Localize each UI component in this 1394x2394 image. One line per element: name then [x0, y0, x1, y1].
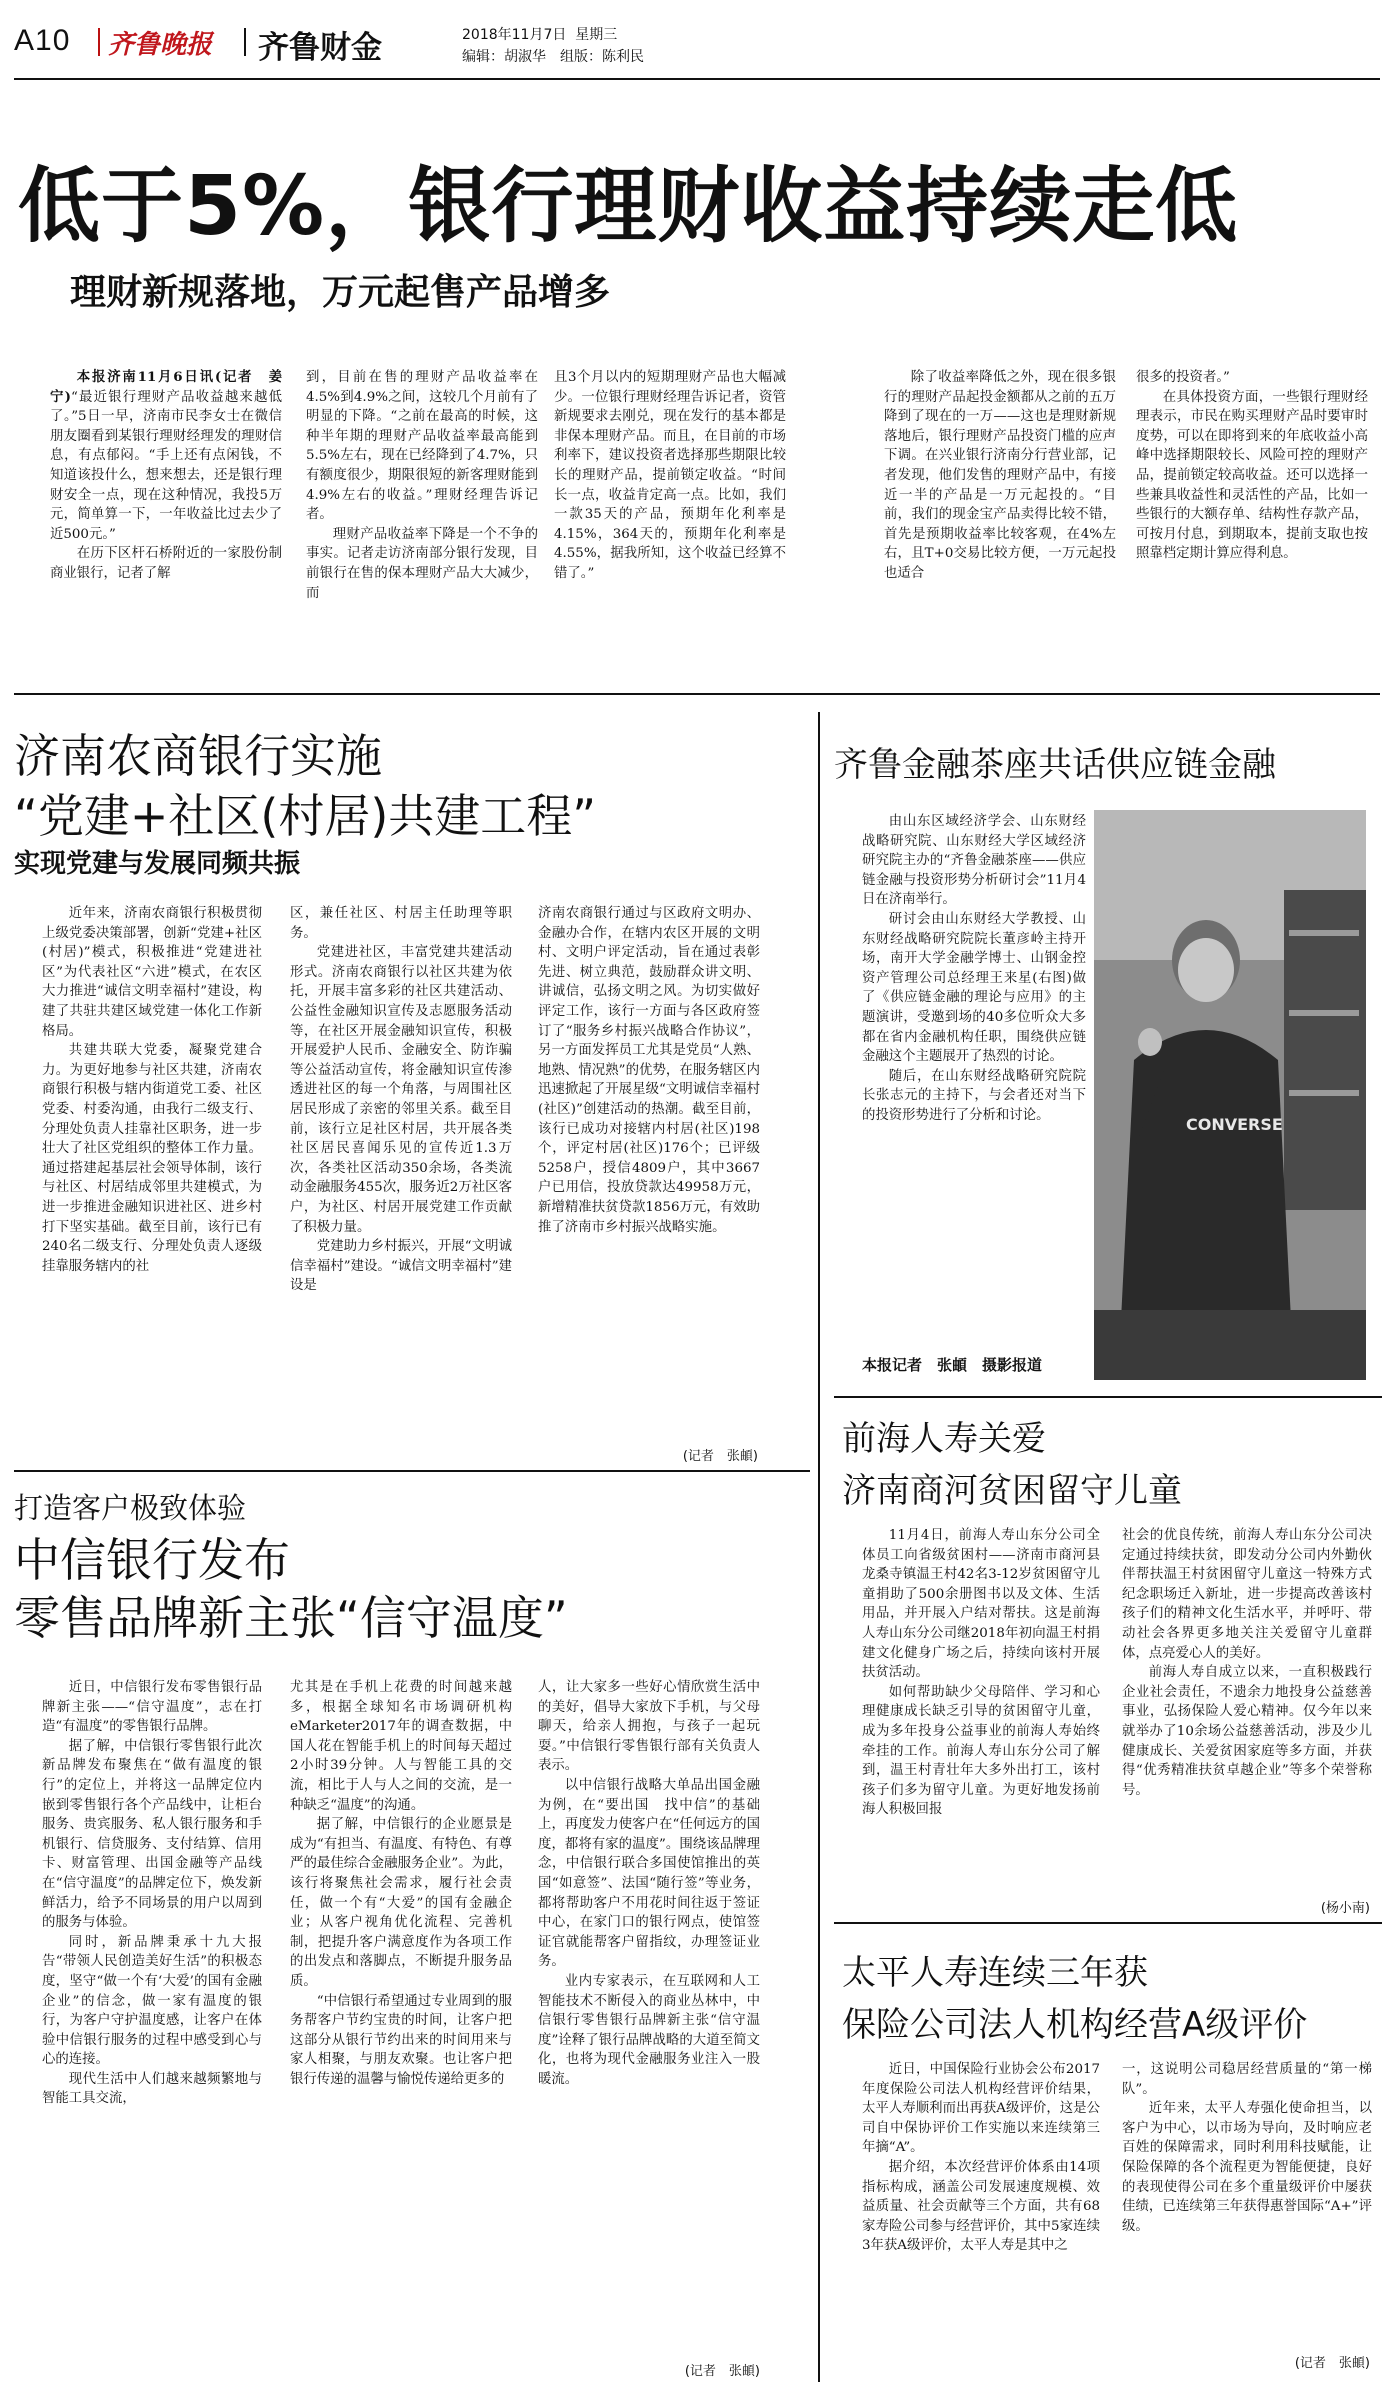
paragraph	[538, 1972, 760, 2090]
text-column	[862, 1526, 1100, 1898]
paragraph-text: 社会的优良传统，前海人寿山东分公司决定通过持续扶贫，即发动分公司内外勤伙伴帮扶温王村贫困留守儿童这一特殊方式纪念职场迁入新址，进一步提高改善该村孩子们的精神文化生活水平，并呼吁、带动社会各界更多地关注关爱留守儿童群体，点亮爱心人的美好。	[1122, 1528, 1372, 1661]
paragraph	[290, 1237, 512, 1296]
tea-para: 随后，在山东财经战略研究院院长张志元的主持下，与会者还对当下的投资形势进行了分析和讨论。	[862, 1068, 1086, 1123]
text-column	[42, 1678, 262, 2358]
date: 2018年11月7日	[462, 27, 567, 43]
paragraph	[1122, 1663, 1372, 1800]
text-column	[1122, 1526, 1372, 1898]
issue-date	[462, 24, 617, 44]
section-rule-2	[14, 1470, 810, 1472]
paragraph-text: 一，这说明公司稳居经营质量的“第一梯队”。	[1122, 2062, 1372, 2097]
weekday: 星期三	[575, 27, 618, 43]
masthead	[0, 0, 1394, 80]
text-column	[1122, 2060, 1372, 2354]
paragraph	[42, 1678, 262, 1737]
dateline: 本报济南11月6日讯(记者 姜宁)	[50, 369, 282, 405]
top-headline: 低于5%，银行理财收益持续走低	[18, 159, 1239, 254]
paragraph	[1136, 368, 1368, 388]
newspaper-logo: 齐鲁晚报	[108, 30, 213, 60]
nongshang-byline: (记者 张頔)	[682, 1449, 758, 1464]
paragraph	[42, 1737, 262, 1933]
nongshang-headline-2: “党建+社区(村居)共建工程”	[14, 789, 597, 843]
top-subhead: 理财新规落地，万元起售产品增多	[70, 272, 611, 313]
tea-byline: 本报记者 张頔 摄影报道	[862, 1356, 1043, 1374]
paragraph	[554, 368, 786, 584]
paragraph	[42, 904, 262, 1041]
text-column	[862, 2060, 1100, 2354]
paragraph-text: 以中信银行战略大单品出国金融为例，在“要出国 找中信”的基础上，再度发力使客户在“任何远方的国度，都将有家的温度”。围绕该品牌理念，中信银行联合多国使馆推出的英国“如意签”、法国“随行签”等业务，都将帮助客户不用花时间往返于签证中心，在家门口的银行网点，使馆签证官就能帮客户留指纹，办理签证业务。	[538, 1777, 760, 1970]
masthead-divider	[98, 28, 100, 56]
paragraph	[538, 1776, 760, 1972]
qianhai-byline: (杨小南)	[1320, 1901, 1370, 1916]
paragraph-text: 到，目前在售的理财产品收益率在4.5%到4.9%之间，这较几个月前有了明显的下降。“之前在最高的时候，这种半年期的理财产品收益率最高能到5.5%左右，现在已经降到了4.7%，只有额度很少，期限很短的新客理财能到4.9%左右的收益。”理财经理告诉记者。	[306, 370, 538, 523]
paragraph	[538, 1678, 760, 1776]
zhongxin-kicker: 打造客户极致体验	[14, 1491, 247, 1525]
nongshang-subhead: 实现党建与发展同频共振	[14, 849, 301, 879]
paragraph	[42, 1041, 262, 1276]
paragraph	[290, 904, 512, 943]
paragraph-text: 近年来，太平人寿强化使命担当，以客户为中心，以市场为导向，及时响应老百姓的保障需求，同时利用科技赋能，让保险保障的各个流程更为智能便捷，良好的表现使得公司在多个重量级评价中屡获佳绩，已连续第三年获得惠誉国际“A+”评级。	[1122, 2101, 1372, 2234]
paragraph	[306, 525, 538, 603]
paragraph-text: 人，让大家多一些好心情欣赏生活中的美好，倡导大家放下手机，与父母聊天，给亲人拥抱，与孩子一起玩耍。”中信银行零售银行部有关负责人表示。	[538, 1680, 760, 1774]
speaker-photo	[1094, 810, 1366, 1380]
taiping-byline: (记者 张頔)	[1294, 2356, 1370, 2371]
tea-headline: 齐鲁金融茶座共话供应链金融	[834, 745, 1276, 785]
paragraph-text: 据了解，中信银行的企业愿景是成为“有担当、有温度、有特色、有尊严的最佳综合金融服务企业”。为此，该行将聚焦社会需求，履行社会责任，做一个有“大爱”的国有金融企业；从客户视角优化流程、完善机制，把提升客户满意度作为各项工作的出发点和落脚点，不断提升服务品质。	[290, 1817, 512, 1989]
paragraph-text: 除了收益率降低之外，现在很多银行的理财产品起投金额都从之前的五万降到了现在的一万——这也是理财新规落地后，银行理财产品投资门槛的应声下调。在兴业银行济南分行营业部，记者发现，他们发售的理财产品中，有接近一半的产品是一万元起投的。“目前，我们的现金宝产品卖得比较不错，首先是预期收益率比较客观，在4%左右，且T+0交易比较方便，一万元起投也适合	[884, 370, 1116, 581]
qianhai-headline-2: 济南商河贫困留守儿童	[842, 1471, 1182, 1511]
text-column	[538, 904, 760, 1464]
paragraph	[50, 368, 282, 544]
section-rule-1	[14, 693, 1380, 695]
text-column	[884, 368, 1116, 690]
paragraph-text: 11月4日，前海人寿山东分公司全体员工向省级贫困村——济南市商河县龙桑寺镇温王村42名3-12岁贫困留守儿童捐助了500余册图书以及文体、生活用品，并开展入户结对帮扶。这是前海人寿山东分公司继2018年初向温王村捐建文化健身广场之后，持续向该村开展扶贫活动。	[862, 1528, 1100, 1681]
paragraph-text: 党建进社区，丰富党建共建活动形式。济南农商银行以社区共建为依托，开展丰富多彩的社区共建活动、公益性金融知识宣传及志愿服务活动等，在社区开展金融知识宣传，积极开展爱护人民币、金融安全、防诈骗等公益活动宣传，将金融知识宣传渗透进社区的每一个角落，与周围社区居民形成了亲密的邻里关系。截至目前，该行立足社区村居，共开展各类社区居民喜闻乐见的宣传近1.3万次，各类社区活动350余场，各类流动金融服务455次，服务近2万社区客户，为社区、村居开展党建工作贡献了积极力量。	[290, 945, 512, 1235]
masthead-rule	[14, 78, 1380, 80]
paragraph-text: 尤其是在手机上花费的时间越来越多，根据全球知名市场调研机构eMarketer2017年的调查数据，中国人花在智能手机上的时间每天超过2小时39分钟。人与智能工具的交流，相比于人与人之间的交流，是一种缺乏“温度”的沟通。	[290, 1680, 512, 1813]
paragraph	[862, 1526, 1100, 1683]
taiping-headline-1: 太平人寿连续三年获	[842, 1953, 1148, 1993]
page-number: A10	[14, 24, 71, 57]
paragraph-text: 据了解，中信银行零售银行此次新品牌发布聚焦在“做有温度的银行”的定位上，并将这一品牌定位内嵌到零售银行各个产品线中，让柜台服务、贵宾服务、私人银行服务和手机银行、信贷服务、支付结算、信用卡、财富管理、出国金融等产品线在“信守温度”的品牌定位下，焕发新鲜活力，给予不同场景的用户以周到的服务与体验。	[42, 1738, 262, 1931]
text-column	[306, 368, 538, 690]
paragraph-text: “最近银行理财产品收益越来越低了。”5日一早，济南市民李女士在微信朋友圈看到某银行理财经理发的理财信息，有点郁闷。“手上还有点闲钱，不知道该投什么，想来想去，还是银行理财安全一点，现在这种情况，我投5万元，简单算一下，一年收益比过去少了近500元。”	[50, 389, 282, 542]
paragraph	[42, 1933, 262, 2070]
paragraph	[538, 904, 760, 1237]
paragraph	[290, 943, 512, 1237]
paragraph-text: 在历下区杆石桥附近的一家股份制商业银行，记者了解	[50, 546, 282, 581]
paragraph	[862, 1683, 1100, 1820]
paragraph-text: 近日，中信银行发布零售银行品牌新主张——“信守温度”，志在打造“有温度”的零售银行品牌。	[42, 1680, 262, 1735]
paragraph	[290, 1815, 512, 1991]
paragraph	[862, 2158, 1100, 2256]
paragraph	[50, 544, 282, 583]
text-column	[538, 1678, 760, 2358]
tea-para: 研讨会由山东财经大学教授、山东财经战略研究院院长董彦岭主持开场，南开大学金融学博士、山钢金控资产管理公司总经理王来星(右图)做了《供应链金融的理论与应用》的主题演讲，受邀到场的40多位听众大多都在省内金融机构任职，围绕供应链金融这个主题展开了热烈的讨论。	[862, 911, 1086, 1065]
text-column	[1136, 368, 1368, 690]
paragraph-text: 前海人寿自成立以来，一直积极践行企业社会责任，不遗余力地投身公益慈善事业，弘扬保险人爱心精神。仅今年以来就举办了10余场公益慈善活动，涉及少儿健康成长、关爱贫困家庭等多方面，并获得“优秀精准扶贫卓越企业”等多个荣誉称号。	[1122, 1665, 1372, 1798]
tea-para: 由山东区域经济学会、山东财经战略研究院、山东财经大学区域经济研究院主办的“齐鲁金融茶座——供应链金融与投资形势分析研讨会”11月4日在济南举行。	[862, 814, 1086, 908]
text-column	[50, 368, 282, 690]
paragraph-text: 理财产品收益率下降是一个不争的事实。记者走访济南部分银行发现，目前银行在售的保本理财产品大大减少，而	[306, 526, 538, 601]
paragraph-text: 现代生活中人们越来越频繁地与智能工具交流，	[42, 2071, 262, 2107]
text-column	[554, 368, 786, 690]
paragraph	[42, 2070, 262, 2109]
paragraph-text: 同时，新品牌秉承十九大报告“带领人民创造美好生活”的积极态度，坚守“做一个有‘大爱’的国有金融企业”的信念，做一家有温度的银行，为客户守护温度感，让客户在体验中信银行服务的过程中感受到心与心的连接。	[42, 1934, 262, 2068]
paragraph-text: 很多的投资者。”	[1136, 370, 1230, 385]
paragraph	[306, 368, 538, 525]
paragraph	[1122, 2099, 1372, 2236]
paragraph	[862, 2060, 1100, 2158]
editor-line: 编辑：胡淑华 组版：陈利民	[462, 49, 644, 65]
paragraph-text: 共建共联大党委，凝聚党建合力。为更好地参与社区共建，济南农商银行积极与辖内街道党工委、社区党委、村委沟通，由我行二级支行、分理处负责人挂靠社区职务，进一步壮大了社区党组织的整体工作力量。通过搭建起基层社会领导体制，该行与社区、村居结成邻里共建模式，为进一步推进金融知识进社区、进乡村打下坚实基础。截至目前，该行已有240名二级支行、分理处负责人逐级挂靠服务辖内的社	[42, 1043, 262, 1274]
column-rule-right	[818, 712, 820, 2382]
section-name: 齐鲁财金	[258, 30, 382, 66]
text-column	[290, 904, 512, 1464]
paragraph-text: “中信银行希望通过专业周到的服务帮客户节约宝贵的时间，让客户把这部分从银行节约出来的时间用来与家人相聚，与朋友欢聚。也让客户把银行传递的温馨与愉悦传递给更多的	[290, 1993, 512, 2087]
paragraph-text: 业内专家表示，在互联网和人工智能技术不断侵入的商业丛林中，中信银行零售银行品牌新主张“信守温度”诠释了银行品牌战略的大道至简文化，也将为现代金融服务业注入一股暖流。	[538, 1973, 760, 2087]
paragraph-text: 济南农商银行通过与区政府文明办、金融办合作，在辖内农区开展的文明村、文明户评定活动，旨在通过表彰先进、树立典范，鼓励群众讲文明、讲诚信，弘扬文明之风。为切实做好评定工作，该行一方面与各区政府签订了“服务乡村振兴战略合作协议”，另一方面发挥员工尤其是党员“人熟、地熟、情况熟”的优势，在服务辖区内迅速掀起了开展星级“文明诚信幸福村(社区)”创建活动的热潮。截至目前，该行已成功对接辖内村居(社区)198个，评定村居(社区)176个；已评级5258户，授信4809户，其中3667户已用信，投放贷款达49958万元，新增精准扶贫贷款1856万元，有效助推了济南市乡村振兴战略实施。	[538, 906, 760, 1235]
paragraph	[1136, 388, 1368, 564]
paragraph-text: 近日，中国保险行业协会公布2017年度保险公司法人机构经营评价结果，太平人寿顺利而出再获A级评价，这是公司自中保协评价工作实施以来连续第三年摘“A”。	[862, 2062, 1100, 2156]
svg-text:CONVERSE: CONVERSE	[1186, 1115, 1283, 1134]
masthead-divider-2	[244, 28, 246, 56]
paragraph-text: 在具体投资方面，一些银行理财经理表示，市民在购买理财产品时要审时度势，可以在即将到来的年底收益小高峰中选择期限较长、风险可控的理财产品，提前锁定较高收益。还可以选择一些兼具收益性和灵活性的产品，比如一些银行的大额存单、结构性存款产品，可按月付息，到期取本，提前支取也按照靠档定期计算应得利息。	[1136, 389, 1368, 562]
qianhai-headline-1: 前海人寿关爱	[842, 1419, 1046, 1459]
paragraph	[1122, 2060, 1372, 2099]
text-column	[42, 904, 262, 1464]
rule-right-2	[834, 1922, 1382, 1924]
paragraph-text: 区，兼任社区、村居主任助理等职务。	[290, 906, 512, 941]
zhongxin-headline-1: 中信银行发布	[14, 1533, 290, 1587]
rule-right-1	[834, 1396, 1382, 1398]
tea-body	[862, 812, 1086, 1332]
zhongxin-byline: (记者 张頔)	[684, 2364, 760, 2379]
speaker-photo-art	[1094, 810, 1366, 1380]
taiping-headline-2: 保险公司法人机构经营A级评价	[842, 2005, 1308, 2045]
zhongxin-headline-2: 零售品牌新主张“信守温度”	[14, 1591, 568, 1645]
paragraph-text: 且3个月以内的短期理财产品也大幅减少。一位银行理财经理告诉记者，资管新规要求去刚兑，现在发行的基本都是非保本理财产品。而且，在目前的市场利率下，建议投资者选择那些期限比较长的理财产品，提前锁定收益。“时间长一点，收益肯定高一点。比如，我们一款35天的产品，预期年化利率是4.15%，364天的，预期年化利率是4.55%，据我所知，这个收益已经算不错了。”	[554, 370, 786, 581]
paragraph-text: 近年来，济南农商银行积极贯彻上级党委决策部署，创新“党建+社区(村居)”模式，积极推进“党建进社区”为代表社区“六进”模式，在农区大力推进“诚信文明幸福村”建设，构建了共驻共建区域党建一体化工作新格局。	[42, 906, 262, 1039]
paragraph	[884, 368, 1116, 584]
paragraph-text: 如何帮助缺少父母陪伴、学习和心理健康成长缺乏引导的贫困留守儿童，成为多年投身公益事业的前海人寿始终牵挂的工作。前海人寿山东分公司了解到，温王村青壮年大多外出打工，该村孩子们多为留守儿童。为更好地发扬前海人积极回报	[862, 1684, 1100, 1818]
paragraph-text: 据介绍，本次经营评价体系由14项指标构成，涵盖公司发展速度规模、效益质量、社会贡献等三个方面，共有68家寿险公司参与经营评价，其中5家连续3年获A级评价，太平人寿是其中之	[862, 2159, 1100, 2254]
paragraph-text: 党建助力乡村振兴，开展“文明诚信幸福村”建设。“诚信文明幸福村”建设是	[290, 1239, 512, 1294]
paragraph	[1122, 1526, 1372, 1663]
nongshang-headline-1: 济南农商银行实施	[14, 729, 382, 783]
paragraph	[290, 1992, 512, 2090]
text-column	[290, 1678, 512, 2358]
paragraph	[290, 1678, 512, 1815]
